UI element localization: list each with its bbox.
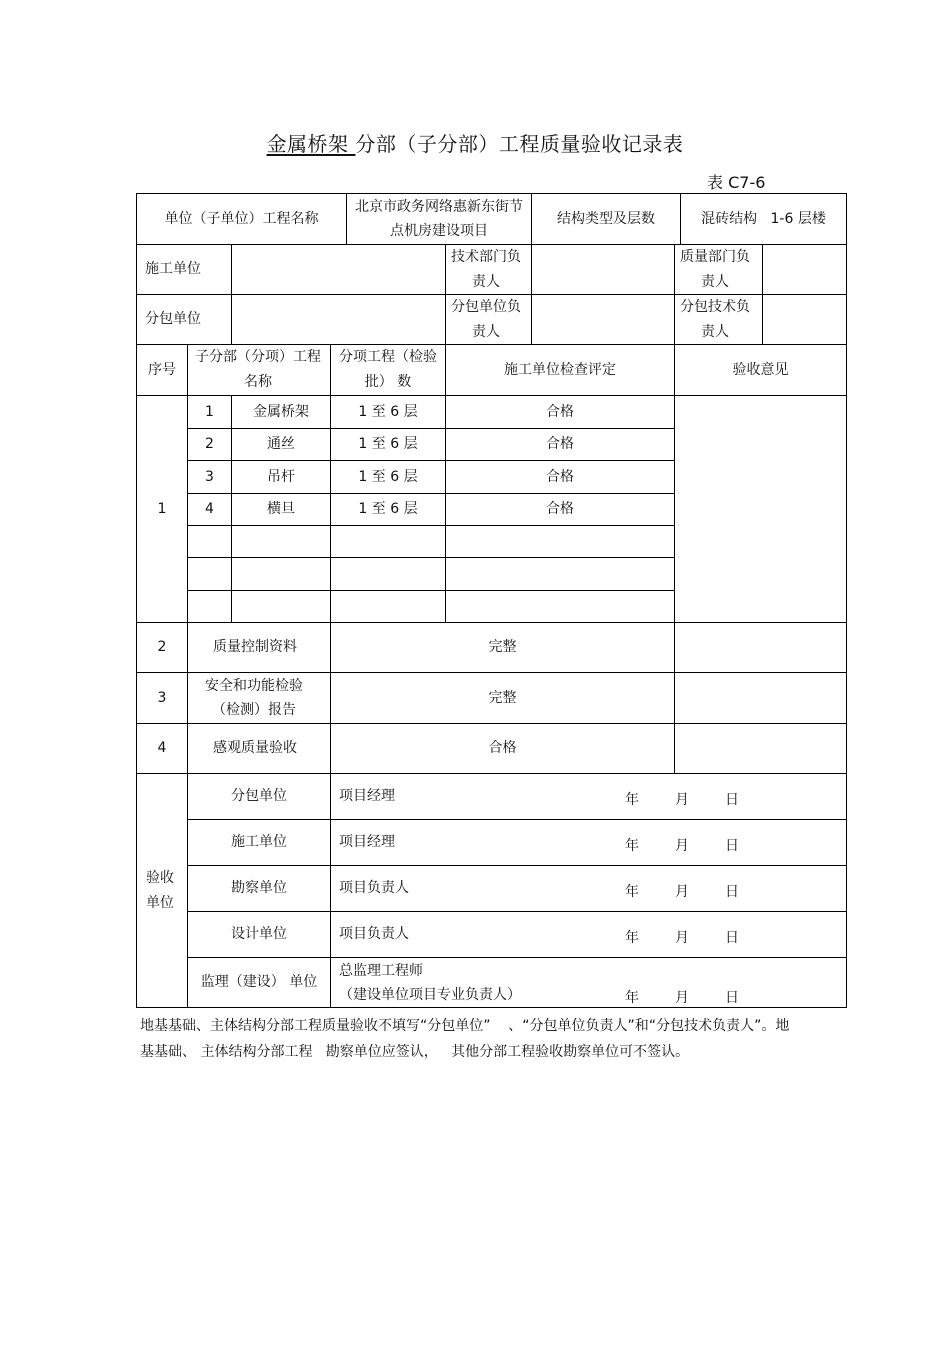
item-seq: 2 [157,639,167,655]
page-title [0,128,950,157]
table-row-no: 1 [205,403,214,420]
sub-unit-head-label: 分包单位负责人 [451,298,521,340]
footnote: 地基基础、主体结构分部工程质量验收不填写“分包单位” 、“分包单位负责人”和“分包技术负责人”。地基基础、 主体结构分部工程 勘察单位应签认， 其他分部工程验收勘察单位可不签认。 [140,1018,790,1060]
table-row-count: 1 至 6 层 [358,403,418,420]
item-name: 感观质量验收 [213,740,297,756]
unit-name-value: 北京市政务网络惠新东街节点机房建设项目 [355,199,523,239]
col-check: 施工单位检查评定 [504,361,616,378]
day-label: 日 [725,884,739,900]
acceptance-person: 项目负责人 [339,926,409,942]
acceptance-person: 项目经理 [339,788,395,804]
table-row-count: 1 至 6 层 [358,468,418,485]
col-opinion: 验收意见 [732,361,789,378]
year-label: 年 [625,792,639,808]
month-label: 月 [675,792,689,808]
month-label: 月 [675,990,689,1006]
year-label: 年 [625,838,639,854]
table-row-name: 吊杆 [267,468,295,485]
table-row-count: 1 至 6 层 [358,501,418,517]
table-row-result: 合格 [546,403,574,420]
month-label: 月 [675,884,689,900]
item-seq: 4 [157,740,167,756]
acceptance-person: 项目负责人 [339,880,409,896]
year-label: 年 [625,990,639,1006]
acceptance-person: 总监理工程师 [339,963,423,979]
item-result: 完整 [488,639,517,655]
table-row-name: 横旦 [267,501,295,517]
month-label: 月 [675,838,689,854]
day-label: 日 [725,990,739,1006]
sub-tech-head-label: 分包技术负责人 [680,298,750,340]
structure-value: 混砖结构 1-6 层楼 [701,210,826,227]
construction-unit-label: 施工单位 [145,261,201,277]
month-label: 月 [675,930,689,946]
table-row-name: 通丝 [267,436,295,452]
item-result: 合格 [488,740,517,756]
acceptance-unit: 监理（建设） 单位 [200,974,318,990]
item-seq: 3 [157,689,167,706]
col-sub-name: 子分部（分项）工程名称 [195,349,321,390]
sub-unit-label: 分包单位 [145,311,201,327]
col-seq: 序号 [148,361,176,378]
structure-label: 结构类型及层数 [557,210,655,227]
quality-dept-label: 质量部门负责人 [680,248,750,290]
title-rest: 分部（子分部）工程质量验收记录表 [355,132,684,156]
acceptance-unit: 勘察单位 [231,880,287,896]
table-row-no: 3 [205,468,214,485]
title-subject: 金属桥架 [266,132,356,156]
acceptance-unit: 设计单位 [231,926,287,942]
table-row-no: 2 [205,436,214,452]
group1-seq: 1 [157,500,167,517]
item-name: 安全和功能检验（检测）报告 [205,678,303,718]
unit-name-label: 单位（子单位）工程名称 [164,210,319,227]
table-row-result: 合格 [546,436,574,452]
year-label: 年 [625,884,639,900]
year-label: 年 [625,930,639,946]
tech-dept-label: 技术部门负责人 [451,248,521,290]
item-name: 质量控制资料 [213,639,297,655]
form-code: 表 C7-6 [707,173,766,192]
col-batch-count: 分项工程（检验批） 数 [339,349,437,390]
acceptance-person: 项目经理 [339,834,395,850]
table-row-result: 合格 [546,468,574,485]
day-label: 日 [725,930,739,946]
acceptance-unit: 分包单位 [231,788,287,804]
table-row-name: 金属桥架 [253,403,309,420]
day-label: 日 [725,792,739,808]
acceptance-label: 验收单位 [146,869,174,911]
acceptance-person-detail: （建设单位项目专业负责人） [339,987,521,1003]
table-row-result: 合格 [546,501,574,517]
table-row-count: 1 至 6 层 [358,436,418,452]
item-result: 完整 [488,689,517,706]
day-label: 日 [725,838,739,854]
table-row-no: 4 [205,501,214,517]
acceptance-unit: 施工单位 [231,834,287,850]
